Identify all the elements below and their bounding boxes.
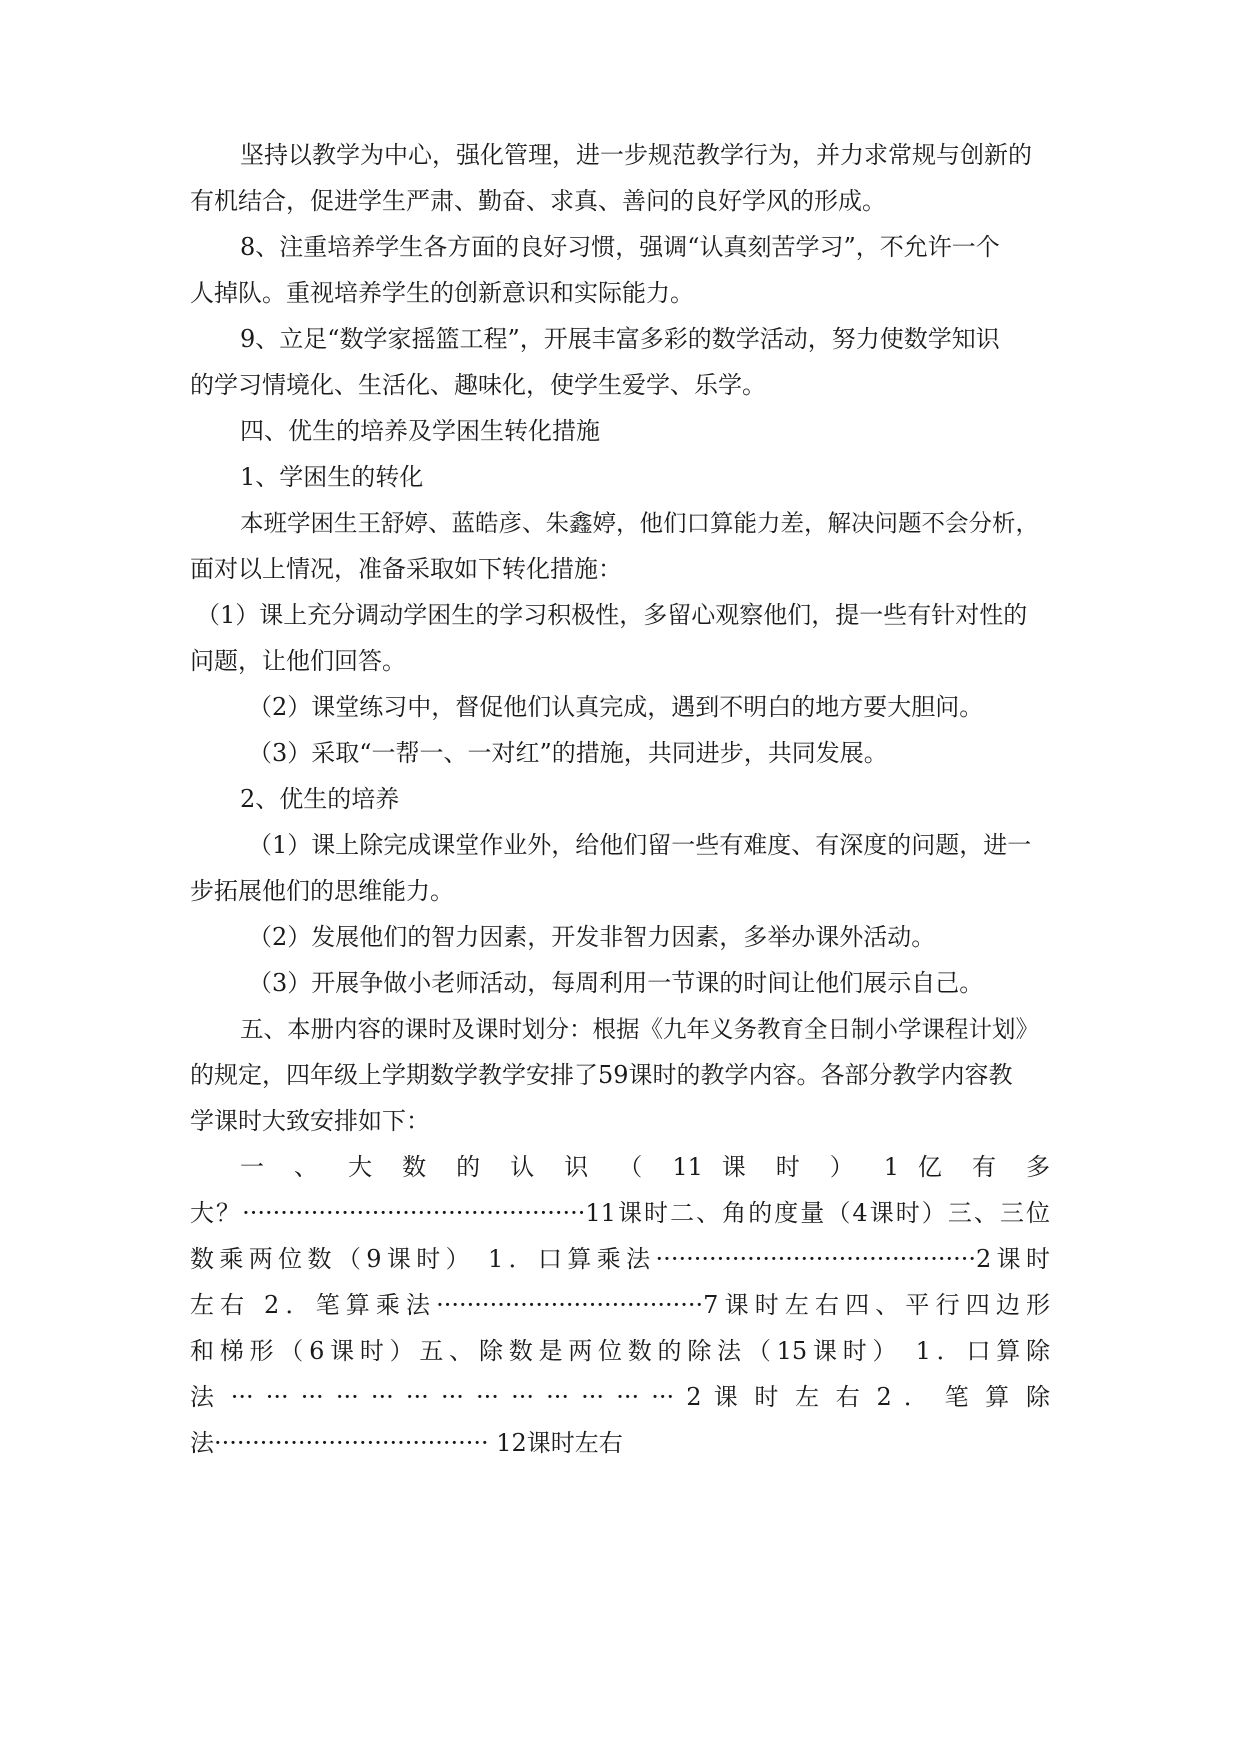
paragraph-line: 的学习情境化、生活化、趣味化，使学生爱学、乐学。 xyxy=(190,371,766,399)
paragraph-line: 本班学困生王舒婷、蓝皓彦、朱鑫婷，他们口算能力差，解决问题不会分析， xyxy=(240,509,1039,537)
paragraph-line: 学课时大致安排如下： xyxy=(190,1107,430,1135)
list-item: （1）课上除完成课堂作业外，给他们留一些有难度、有深度的问题，进一 xyxy=(248,831,1032,859)
paragraph-line: 面对以上情况，准备采取如下转化措施： xyxy=(190,555,622,583)
paragraph-line: 8、注重培养学生各方面的良好习惯，强调“认真刻苦学习”，不允许一个 xyxy=(240,233,1000,261)
schedule-line: 大？·············································11课时二、角的度量（4课时）三、三位 xyxy=(190,1199,1050,1227)
list-item: （3）采取“一帮一、一对红”的措施，共同进步，共同发展。 xyxy=(248,739,888,767)
paragraph-line: 人掉队。重视培养学生的创新意识和实际能力。 xyxy=(190,279,694,307)
schedule-line: 法 ··· ··· ··· ··· ··· ··· ··· ··· ··· ··· ··· ··· ··· 2 课 时 左 右 2 ． 笔 算 除 xyxy=(190,1383,1050,1411)
paragraph-line: 有机结合，促进学生严肃、勤奋、求真、善问的良好学风的形成。 xyxy=(190,187,886,215)
paragraph-line: 的规定，四年级上学期数学教学安排了59课时的教学内容。各部分教学内容教 xyxy=(190,1061,1013,1089)
paragraph-line: 坚持以教学为中心，强化管理，进一步规范教学行为，并力求常规与创新的 xyxy=(240,141,1032,169)
list-item: （1）课上充分调动学困生的学习积极性，多留心观察他们，提一些有针对性的 xyxy=(196,601,1028,629)
paragraph-line: 9、立足“数学家摇篮工程”，开展丰富多彩的数学活动，努力使数学知识 xyxy=(240,325,1000,353)
schedule-line: 左右 2．笔算乘法···································7课时左右四、平行四边形 xyxy=(190,1291,1050,1319)
schedule-line: 和梯形（6课时）五、除数是两位数的除法（15课时） 1．口算除 xyxy=(190,1337,1050,1365)
schedule-line: 数乘两位数（9课时） 1．口算乘法··········································2课时 xyxy=(190,1245,1050,1273)
section-heading: 四、优生的培养及学困生转化措施 xyxy=(240,417,600,445)
paragraph-line: 问题，让他们回答。 xyxy=(190,647,406,675)
schedule-line: 一 、 大 数 的 认 识 （ 11 课 时 ） 1 亿 有 多 xyxy=(240,1153,1050,1181)
subsection-heading: 2、优生的培养 xyxy=(240,785,400,813)
list-item: （2）发展他们的智力因素，开发非智力因素，多举办课外活动。 xyxy=(248,923,936,951)
schedule-line: 法···································· 12课时左右 xyxy=(190,1429,623,1457)
paragraph-line: 步拓展他们的思维能力。 xyxy=(190,877,454,905)
section-heading: 五、本册内容的课时及课时划分：根据《九年义务教育全日制小学课程计划》 xyxy=(240,1015,1039,1043)
list-item: （3）开展争做小老师活动，每周利用一节课的时间让他们展示自己。 xyxy=(248,969,984,997)
subsection-heading: 1、学困生的转化 xyxy=(240,463,424,491)
list-item: （2）课堂练习中，督促他们认真完成，遇到不明白的地方要大胆问。 xyxy=(248,693,984,721)
